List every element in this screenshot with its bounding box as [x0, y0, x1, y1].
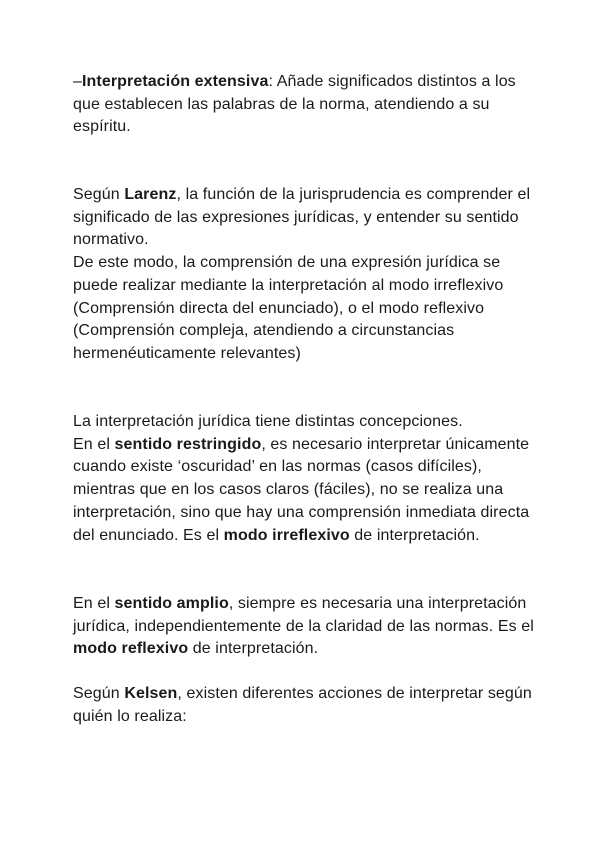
paragraph-text: Según Larenz, la función de la jurisprudencia es comprender el significado de las expresiones jurídicas, y entender su sentido normativo.	[73, 186, 531, 249]
paragraph-text: En el sentido restringido, es necesario interpretar únicamente cuando existe ‘oscuridad’ en las normas (casos difíciles), mientras que en los casos claros (fáciles), no se realiza una interpretación, sino que hay una comprensión inmediata directa del enunciado. Es el modo irreflexivo de interpretación.	[73, 435, 530, 544]
paragraph-broad-sense	[73, 593, 543, 661]
term-kelsen: Kelsen	[124, 685, 178, 702]
paragraph-restricted-sense	[73, 411, 543, 547]
paragraph-kelsen	[73, 683, 543, 728]
paragraph-text: La interpretación jurídica tiene distintas concepciones.	[73, 413, 463, 430]
term-larenz: Larenz	[124, 186, 177, 203]
paragraph-larenz	[73, 184, 543, 366]
term-sentido-restringido: sentido restringido	[114, 435, 262, 453]
term-sentido-amplio: sentido amplio	[114, 595, 229, 612]
term-modo-irreflexivo: modo irreflexivo	[223, 526, 350, 544]
paragraph-text: –Interpretación extensiva: Añade significados distintos a los que establecen las palabras de la norma, atendiendo a su espíritu.	[73, 73, 516, 136]
paragraph-extensive-interpretation	[73, 71, 543, 139]
paragraph-text: De este modo, la comprensión de una expresión jurídica se puede realizar mediante la interpretación al modo irreflexivo (Comprensión directa del enunciado), o el modo reflexivo (Comprensión compleja, atendiendo a circunstancias hermenéuticamente relevantes)	[73, 254, 504, 362]
paragraph-text: En el sentido amplio, siempre es necesaria una interpretación jurídica, independientemente de la claridad de las normas. Es el modo reflexivo de interpretación.	[73, 595, 534, 658]
term-modo-reflexivo: modo reflexivo	[73, 640, 189, 658]
paragraph-text: Según Kelsen, existen diferentes acciones de interpretar según quién lo realiza:	[73, 685, 532, 725]
term-interpretacion-extensiva: Interpretación extensiva	[82, 73, 269, 90]
